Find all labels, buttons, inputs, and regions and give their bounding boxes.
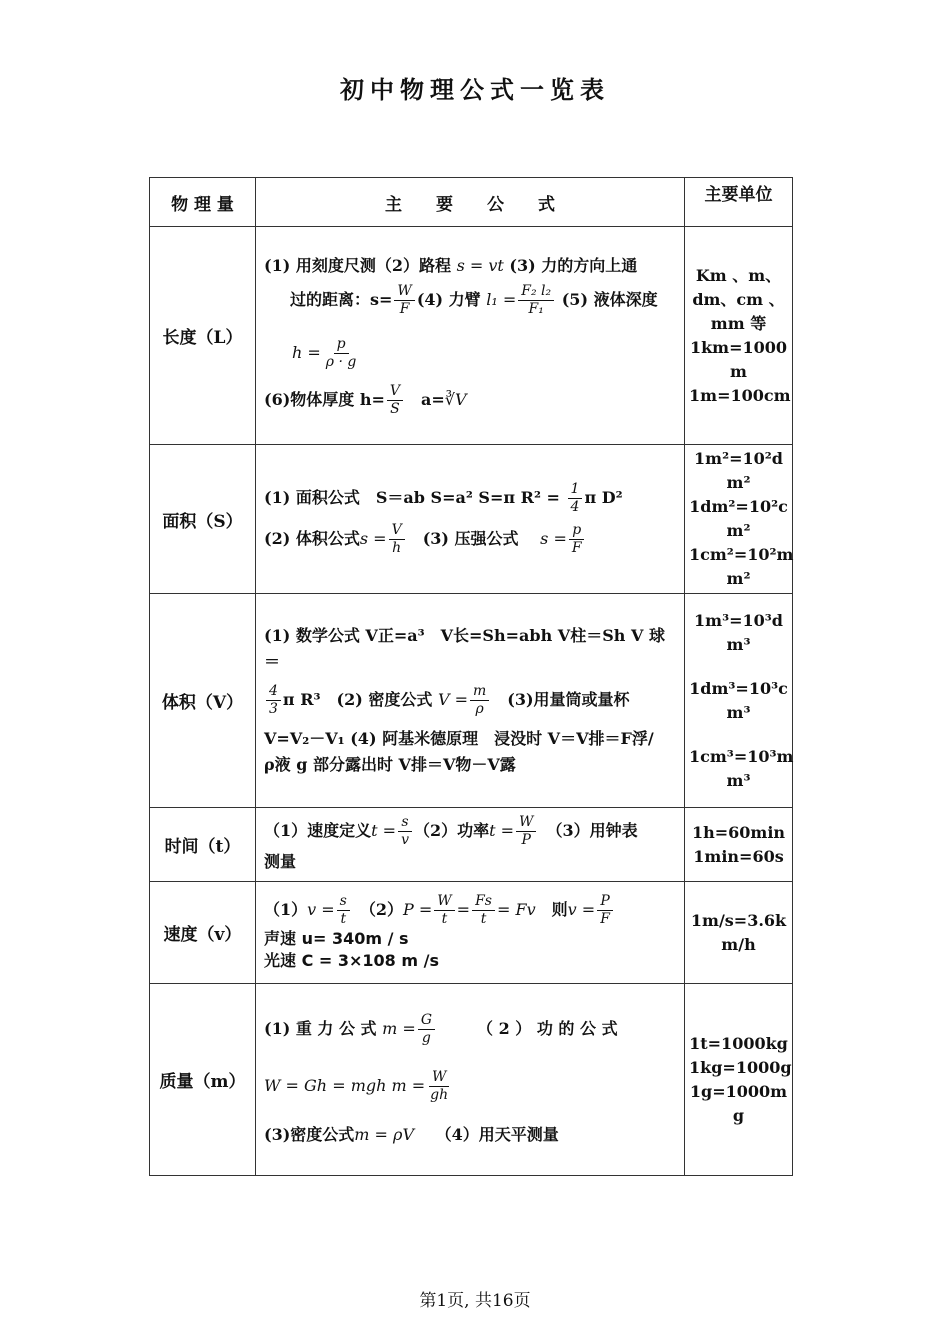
math: W = Gh = mgh m =: [264, 1075, 426, 1095]
unit-length: [685, 227, 793, 445]
table-row: [150, 882, 793, 984]
text: （3）用钟表: [554, 821, 638, 840]
unit-speed: [685, 882, 793, 984]
unit-line: 1m³=10³d: [694, 610, 783, 630]
text: (1) 重 力 公 式: [264, 1018, 377, 1038]
fraction: $\frac{G}{g}$: [418, 1012, 435, 1047]
fraction: $\frac{1}{4}$: [568, 481, 583, 516]
table-row: [150, 984, 793, 1176]
text: (1) 面积公式 S＝ab S=a² S=π R² =: [264, 488, 560, 507]
text: a=: [421, 390, 445, 409]
table-row: [150, 808, 793, 882]
header-quantity: 物 理 量: [150, 178, 256, 227]
text: π R³ (2) 密度公式: [282, 690, 433, 709]
unit-time: [685, 808, 793, 882]
formula-volume: (1) 数学公式 V正=a³ V长=Sh=abh V柱＝Sh V 球＝ $\frac{4}{3}$ π R³ (2) 密度公式 V = $\frac{m}{\rho}$ (3)用量筒或量杯 V=V₂－V₁ (4) 阿基米德原理 浸没时 V＝V排＝F浮/ ρ液 g 部分露出时 V排＝V物－V露: [256, 594, 685, 808]
fraction: $\frac{W}{gh}$: [430, 1068, 449, 1103]
quantity-mass: 质量（m）: [150, 984, 256, 1176]
text: (1) 用刻度尺测（2）路程: [264, 256, 451, 275]
page-number: 第1页, 共16页: [419, 1291, 531, 1311]
unit-line: mm 等: [710, 313, 767, 333]
fraction: $\frac{W}{t}$: [434, 893, 454, 928]
text: （2）: [367, 900, 404, 919]
text: （1）: [264, 900, 308, 919]
unit-line: dm、cm 、: [692, 289, 785, 309]
sound-speed: 声速 u= 340m / s: [264, 929, 409, 948]
fraction: $\frac{Fs}{t}$: [472, 893, 495, 928]
text: (3)用量筒或量杯: [507, 690, 630, 709]
unit-line: 1h=60min: [691, 822, 786, 842]
unit-line: Km 、m、: [695, 265, 782, 285]
text: 则: [551, 900, 568, 919]
unit-line: m: [730, 361, 747, 381]
fraction: $\frac{W}{P}$: [516, 814, 536, 849]
formula-time: （1）速度定义t = $\frac{s}{v}$ （2）功率t = $\frac{W}{P}$ （3）用钟表 测量: [256, 808, 685, 882]
table-row: [150, 594, 793, 808]
formula-length: (1) 用刻度尺测（2）路程 s = vt (3) 力的方向上通 过的距离：s= $\frac{W}{F}$ (4) 力臂 l₁ = $\frac{\text{F₂ l₂}}{\text{F₁}}$ (5) 液体深度 h = $\frac{p}{\rho \cdot g}$ (6)物体厚度 h= $\frac{V}{S}$ a=∛V: [256, 227, 685, 445]
unit-area: [685, 445, 793, 594]
text: (4) 力臂: [416, 290, 481, 309]
text: 过的距离：s=: [290, 290, 393, 309]
header-unit: 主要单位: [685, 178, 793, 227]
unit-line: 1m/s=3.6k: [690, 910, 787, 930]
text: V=V₂－V₁ (4) 阿基米德原理 浸没时 V＝V排＝F浮/: [264, 729, 654, 748]
fraction: $\frac{p}{\rho \cdot g}$: [325, 336, 357, 370]
formula-speed: （1）v = $\frac{s}{t}$ （2）P = $\frac{W}{t}$ = $\frac{Fs}{t}$ = Fv 则v = $\frac{P}{F}$ 声速 u= 340m / s 光速 C = 3×108 m /s: [256, 882, 685, 984]
unit-line: 1dm²=10²c: [689, 497, 788, 516]
unit-line: 1t=1000kg: [689, 1033, 788, 1053]
text: (1) 数学公式 V正=a³ V长=Sh=abh V柱＝Sh V 球＝: [264, 626, 665, 671]
text: (3) 力的方向上通: [509, 256, 638, 275]
text: (3)密度公式: [264, 1124, 355, 1144]
unit-line: m²: [726, 521, 751, 540]
text: 测量: [264, 852, 297, 871]
unit-line: m³: [726, 770, 751, 790]
unit-line: m³: [726, 634, 751, 654]
unit-volume: [685, 594, 793, 808]
fraction: $\frac{V}{h}$: [389, 522, 405, 557]
quantity-time: 时间（t）: [150, 808, 256, 882]
text: (2) 体积公式: [264, 529, 360, 548]
unit-line: g: [732, 1105, 745, 1125]
unit-line: 1g=1000m: [689, 1081, 788, 1101]
unit-line: 1km=1000: [689, 337, 788, 357]
text: （2）功率: [413, 821, 490, 840]
unit-line: m³: [726, 702, 751, 722]
unit-line: 1dm³=10³c: [689, 678, 788, 698]
text: (5) 液体深度: [561, 290, 658, 309]
fraction: $\frac{\text{F₂ l₂}}{\text{F₁}}$: [518, 283, 554, 318]
unit-line: 1kg=1000g: [689, 1057, 792, 1077]
table-row: [150, 227, 793, 445]
unit-line: m/h: [721, 934, 756, 954]
text: π D²: [584, 488, 623, 507]
unit-line: 1cm³=10³m: [689, 746, 794, 766]
text: （1）速度定义: [264, 821, 372, 840]
unit-line: m²: [726, 569, 751, 588]
fraction: $\frac{m}{\rho}$: [470, 683, 489, 718]
header-formula: 主 要 公 式: [256, 178, 685, 227]
fraction: $\frac{p}{F}$: [569, 522, 585, 557]
table-header-row: [150, 178, 793, 227]
page-title: 初中物理公式一览表: [340, 75, 610, 104]
unit-line: 1m=100cm: [689, 385, 791, 405]
fraction: $\frac{V}{S}$: [387, 383, 403, 418]
fraction: $\frac{4}{3}$: [266, 683, 281, 718]
quantity-volume: 体积（V）: [150, 594, 256, 808]
text: (6)物体厚度 h=: [264, 390, 385, 409]
unit-mass: [685, 984, 793, 1176]
fraction: $\frac{W}{F}$: [394, 283, 414, 318]
quantity-length: 长度（L）: [150, 227, 256, 445]
fraction: $\frac{s}{v}$: [398, 814, 412, 849]
formula-area: (1) 面积公式 S＝ab S=a² S=π R² = $\frac{1}{4}$ π D² (2) 体积公式s = $\frac{V}{h}$ (3) 压强公式 s = $\frac{p}{F}$: [256, 445, 685, 594]
fraction: $\frac{P}{F}$: [597, 893, 613, 928]
text: （4）用天平测量: [435, 1124, 559, 1144]
math: s = vt: [456, 256, 504, 275]
formula-mass: (1) 重 力 公 式 m = $\frac{G}{g}$ （ 2 ） 功 的 公 式 W = Gh = mgh m = $\frac{W}{gh}$ (3)密度公式m = ρV （4）用天平测量: [256, 984, 685, 1176]
unit-line: 1min=60s: [693, 846, 784, 866]
quantity-speed: 速度（v）: [150, 882, 256, 984]
math: m = ρV: [354, 1124, 414, 1144]
formula-table: [149, 177, 793, 1176]
text: ρ液 g 部分露出时 V排＝V物－V露: [264, 755, 516, 774]
quantity-area: 面积（S）: [150, 445, 256, 594]
text: （ 2 ） 功 的 公 式: [485, 1018, 618, 1038]
unit-line: 1cm²=10²m: [689, 545, 794, 564]
math: ∛V: [444, 390, 467, 409]
table-row: [150, 445, 793, 594]
unit-line: m²: [726, 473, 751, 492]
text: (3) 压强公式: [422, 529, 519, 548]
fraction: $\frac{s}{t}$: [337, 893, 350, 928]
unit-line: 1m²=10²d: [694, 449, 783, 468]
light-speed: 光速 C = 3×108 m /s: [264, 951, 439, 970]
